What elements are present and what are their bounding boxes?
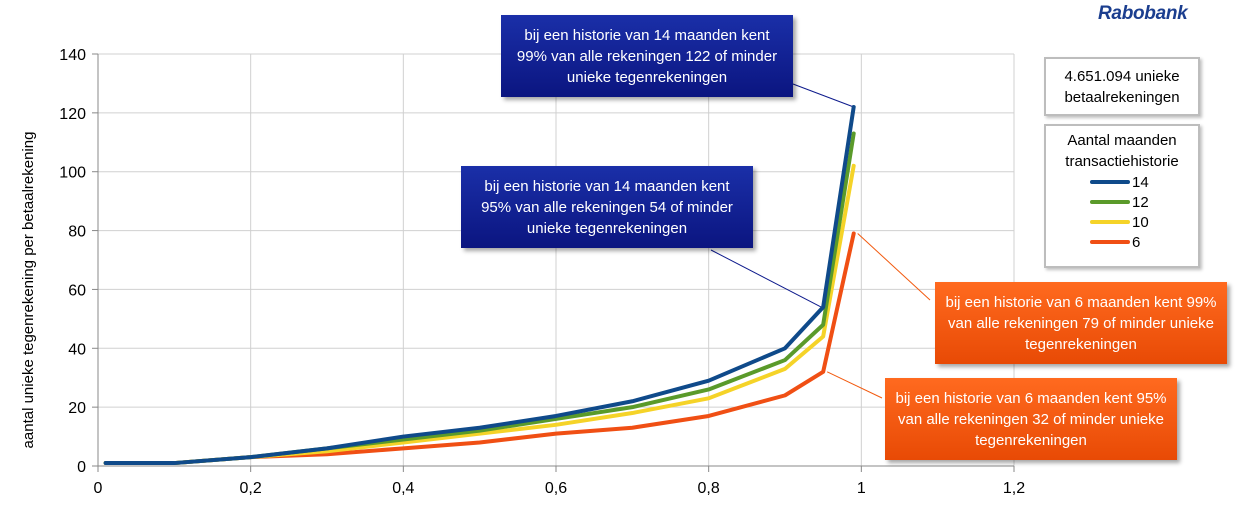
x-tick-label: 0,4 xyxy=(392,480,415,497)
callout-14-months-99pct: bij een historie van 14 maanden kent 99% van alle rekeningen 122 of minder unieke tegenrekeningen xyxy=(501,15,793,97)
legend-swatch xyxy=(1090,220,1130,224)
series-line-14-months xyxy=(106,107,854,463)
chart-legend xyxy=(1044,124,1200,268)
legend-entry-6 xyxy=(1090,232,1198,252)
tick-labels xyxy=(59,47,1025,497)
x-tick-label: 1,2 xyxy=(1002,480,1026,497)
legend-label: 10 xyxy=(1132,213,1149,231)
y-tick-label: 140 xyxy=(59,47,86,64)
y-tick-label: 100 xyxy=(59,164,86,182)
legend-swatch xyxy=(1090,240,1130,244)
x-tick-label: 0,8 xyxy=(697,480,720,497)
callout-6-months-95pct: bij een historie van 6 maanden kent 95% van alle rekeningen 32 of minder unieke tegenrekeningen xyxy=(885,378,1177,460)
y-axis-label: aantal unieke tegenrekening per betaalrekening xyxy=(20,131,37,449)
leader-14-99 xyxy=(793,84,854,107)
leader-14-95 xyxy=(711,250,821,307)
gridlines xyxy=(98,54,1014,466)
x-tick-label: 1 xyxy=(856,480,866,497)
y-tick-label: 40 xyxy=(68,341,86,359)
y-tick-label: 80 xyxy=(68,223,86,241)
rabobank-logo: Rabobank xyxy=(1098,3,1188,24)
legend-entry-12 xyxy=(1090,192,1198,212)
series-lines xyxy=(106,107,854,463)
legend-entry-10 xyxy=(1090,212,1198,232)
leader-6-99 xyxy=(858,234,930,300)
legend-title: Aantal maanden transactiehistorie xyxy=(1065,132,1179,170)
legend-swatch xyxy=(1090,180,1130,184)
account-count-box xyxy=(1044,57,1200,116)
y-tick-label: 0 xyxy=(77,459,86,476)
legend-label: 12 xyxy=(1132,193,1149,211)
y-tick-label: 20 xyxy=(68,400,86,418)
legend-swatch xyxy=(1090,200,1130,204)
x-tick-label: 0,6 xyxy=(544,480,568,497)
leader-6-95 xyxy=(827,372,882,398)
legend-label: 14 xyxy=(1132,173,1149,191)
x-tick-label: 0,2 xyxy=(239,480,262,497)
y-tick-label: 120 xyxy=(59,105,86,123)
axes xyxy=(92,54,1014,472)
legend-entries xyxy=(1046,172,1198,252)
callout-14-months-95pct: bij een historie van 14 maanden kent 95% van alle rekeningen 54 of minder unieke tegenrekeningen xyxy=(461,166,753,248)
legend-entry-14 xyxy=(1090,172,1198,192)
x-tick-label: 0 xyxy=(93,480,103,497)
legend-label: 6 xyxy=(1132,233,1141,251)
callout-6-months-99pct: bij een historie van 6 maanden kent 99% van alle rekeningen 79 of minder unieke tegenrekeningen xyxy=(935,282,1227,364)
account-count-text: 4.651.094 unieke betaalrekeningen xyxy=(1064,68,1180,106)
y-tick-label: 60 xyxy=(68,282,86,300)
